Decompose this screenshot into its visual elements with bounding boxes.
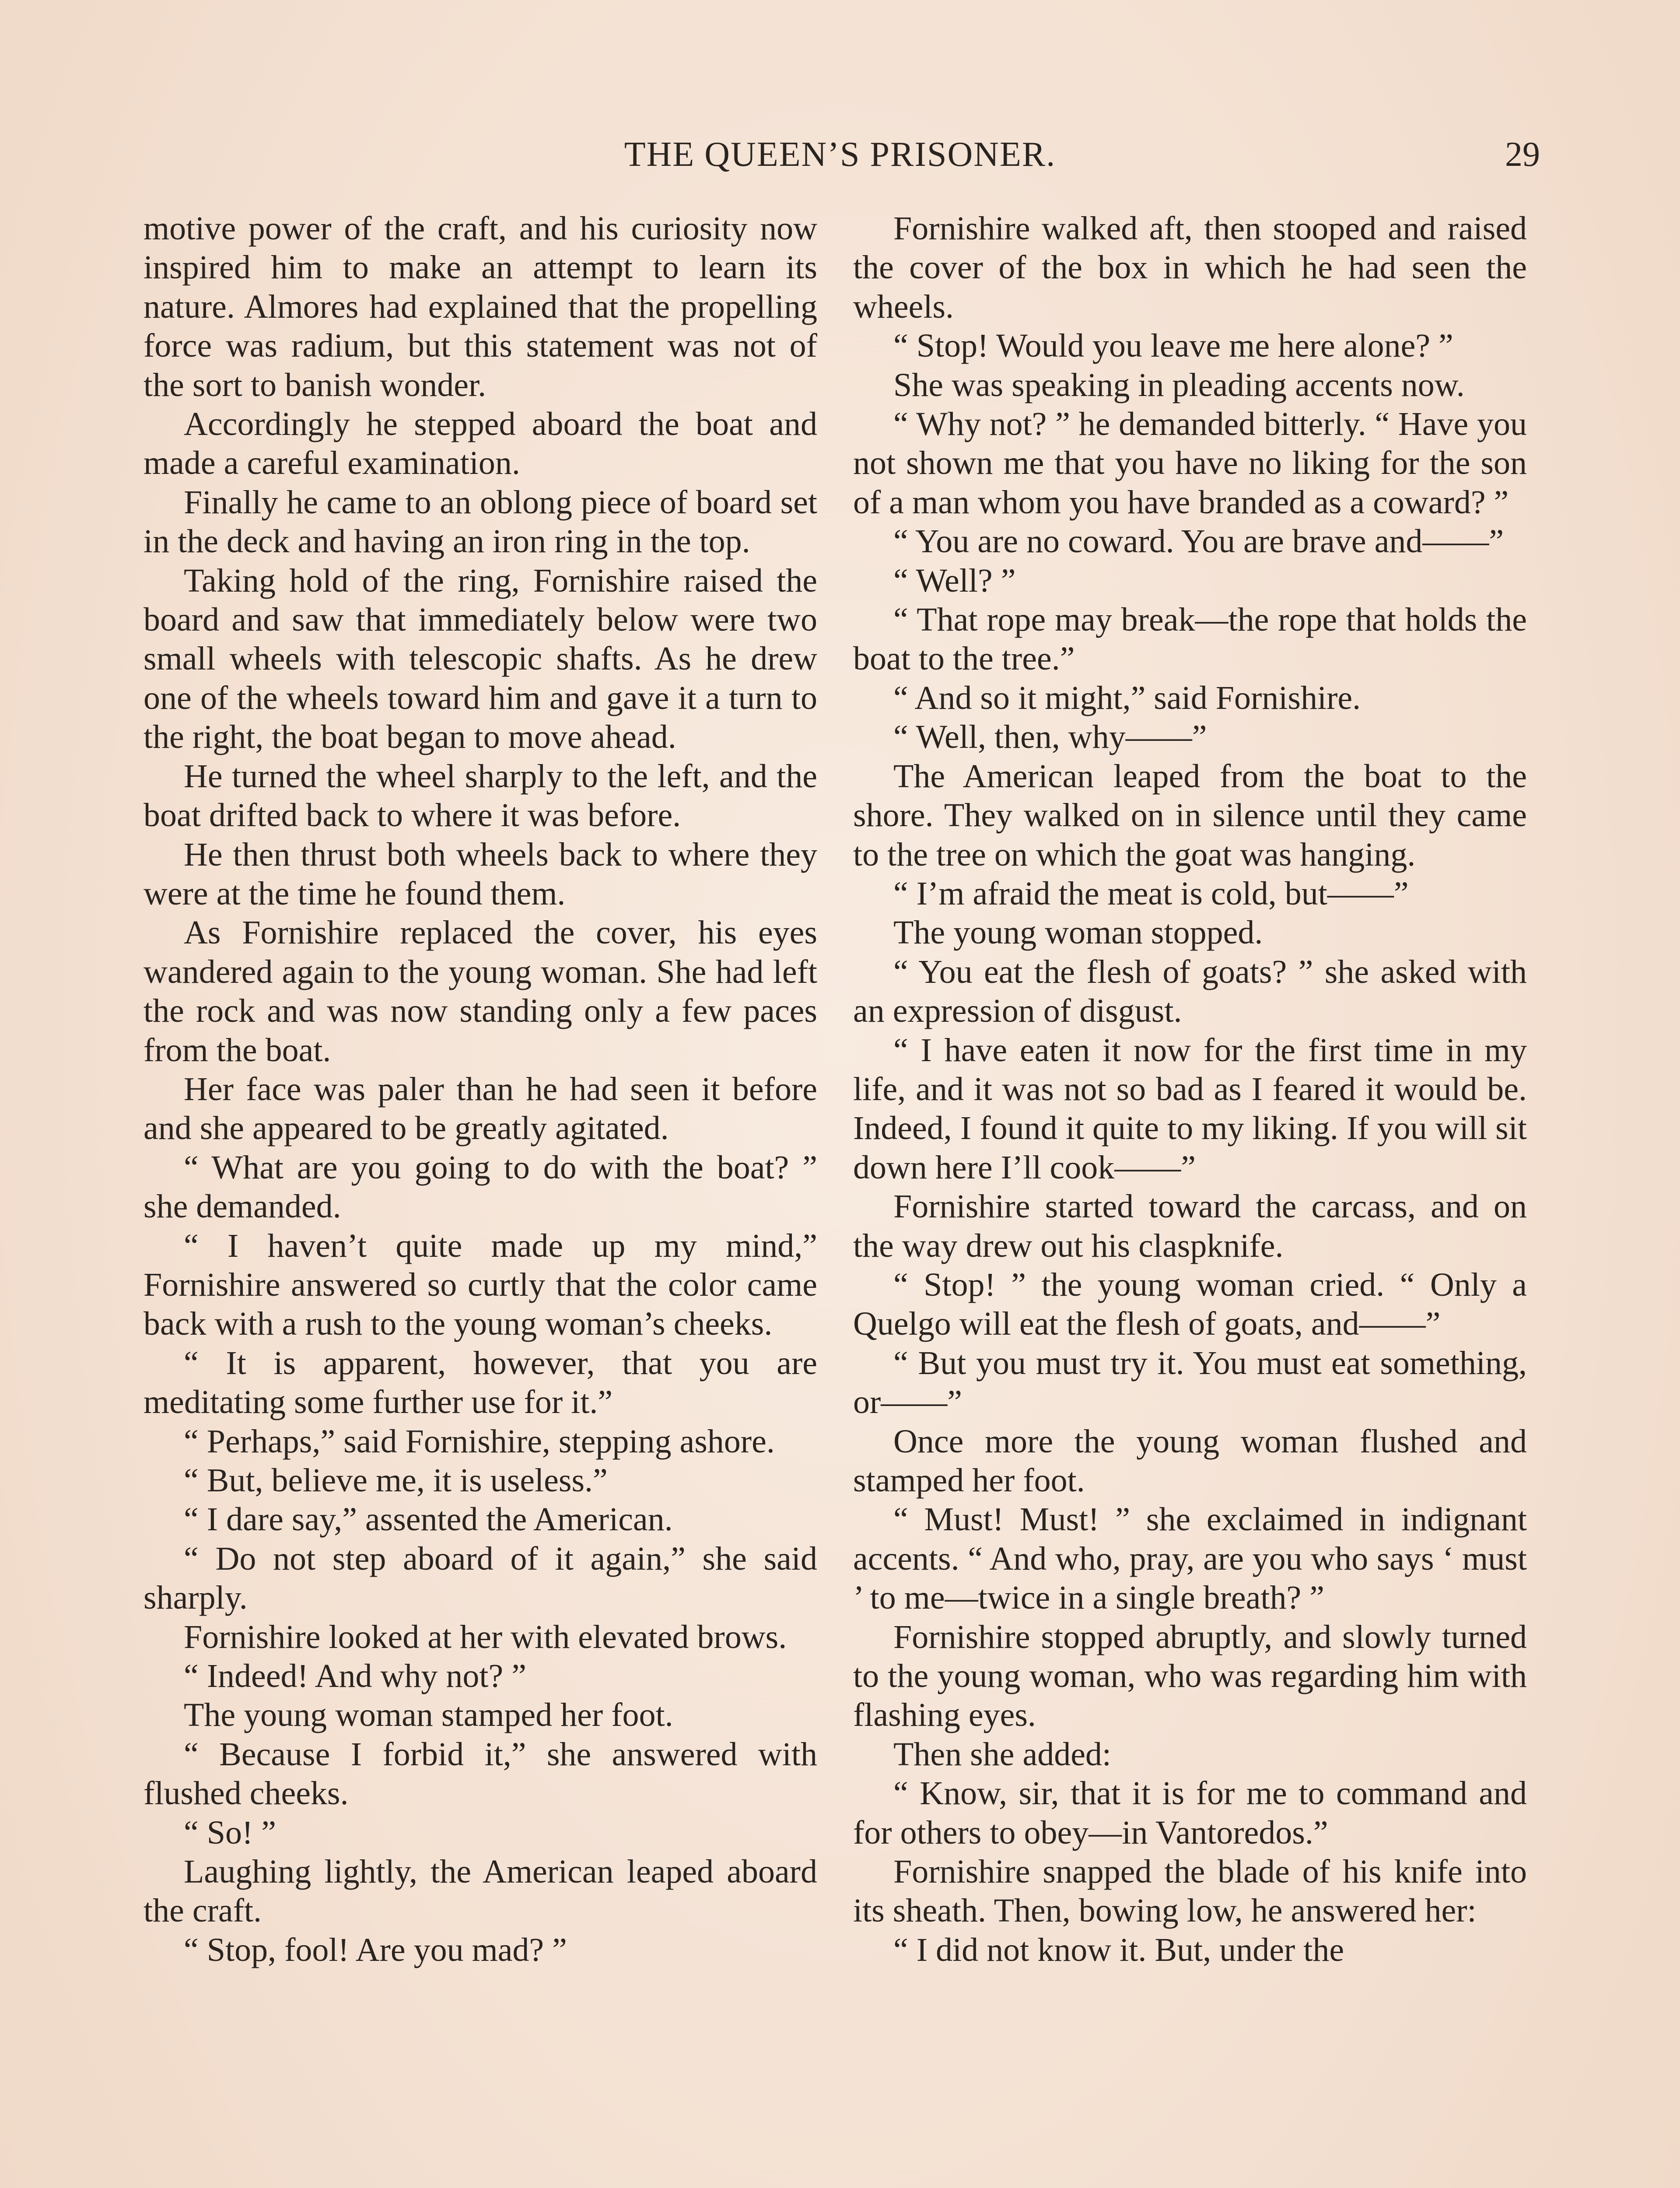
paragraph: “ Indeed! And why not? ”: [184, 1658, 526, 1695]
paragraph: Fornishire started toward the carcass, and on the way drew out his claspknife.: [853, 1188, 1527, 1264]
paragraph: “ Well, then, why——”: [893, 719, 1207, 756]
paragraph: “ Perhaps,” said Fornishire, stepping ashore.: [184, 1423, 775, 1460]
paragraph: “ You eat the flesh of goats? ” she asked with an expression of disgust.: [853, 953, 1527, 1030]
paragraph: “ I’m afraid the meat is cold, but——”: [893, 875, 1409, 912]
left-column: [144, 209, 817, 1970]
paragraph: “ Do not step aboard of it again,” she said sharply.: [144, 1540, 817, 1616]
paragraph: motive power of the craft, and his curiosity now inspired him to make an attempt to learn its nature. Almores had explained that the propelling force was radium, but this statement was not of the sort to banish wonder.: [144, 210, 817, 403]
paragraph: He then thrust both wheels back to where they were at the time he found them.: [144, 836, 817, 912]
paragraph: Accordingly he stepped aboard the boat and made a careful examination.: [144, 406, 817, 482]
paragraph: “ I dare say,” assented the American.: [184, 1501, 673, 1538]
paragraph: “ I have eaten it now for the first time in my life, and it was not so bad as I feared it would be. Indeed, I found it quite to my liking. If you will sit down here I’ll cook——”: [853, 1031, 1527, 1186]
paragraph: The young woman stamped her foot.: [184, 1697, 673, 1734]
paragraph: She was speaking in pleading accents now.: [893, 366, 1465, 403]
paragraph: The young woman stopped.: [893, 914, 1263, 951]
paragraph: “ Stop! Would you leave me here alone? ”: [893, 327, 1453, 365]
paragraph: “ Know, sir, that it is for me to command and for others to obey—in Vantoredos.”: [853, 1775, 1527, 1851]
paragraph: As Fornishire replaced the cover, his eyes wandered again to the young woman. She had left the rock and was now standing only a few paces from the boat.: [144, 914, 817, 1069]
paragraph: Laughing lightly, the American leaped aboard the craft.: [144, 1853, 817, 1929]
paragraph: Her face was paler than he had seen it before and she appeared to be greatly agitated.: [144, 1070, 817, 1147]
paragraph: “ Well? ”: [893, 562, 1016, 599]
paragraph: Fornishire looked at her with elevated brows.: [184, 1618, 787, 1655]
paragraph: The American leaped from the boat to the shore. They walked on in silence until they came to the tree on which the goat was hanging.: [853, 757, 1527, 873]
paragraph: “ But you must try it. You must eat something, or——”: [853, 1344, 1527, 1421]
paragraph: Then she added:: [893, 1736, 1112, 1773]
paragraph: Fornishire snapped the blade of his knife into its sheath. Then, bowing low, he answered her:: [853, 1853, 1527, 1929]
paragraph: “ Stop! ” the young woman cried. “ Only a Quelgo will eat the flesh of goats, and——”: [853, 1266, 1527, 1343]
paragraph: “ It is apparent, however, that you are meditating some further use for it.”: [144, 1344, 817, 1421]
paragraph: “ Must! Must! ” she exclaimed in indignant accents. “ And who, pray, are you who says ‘ must ’ to me—twice in a single breath? ”: [853, 1501, 1527, 1616]
paragraph: “ Stop, fool! Are you mad? ”: [184, 1931, 567, 1968]
page-number: 29: [1505, 135, 1540, 174]
paragraph: Fornishire walked aft, then stooped and raised the cover of the box in which he had seen the wheels.: [853, 210, 1527, 325]
paragraph: Fornishire stopped abruptly, and slowly turned to the young woman, who was regarding him with flashing eyes.: [853, 1618, 1527, 1734]
paragraph: Taking hold of the ring, Fornishire raised the board and saw that immediately below were two small wheels with telescopic shafts. As he drew one of the wheels toward him and gave it a turn to the right, the boat began to move ahead.: [144, 562, 817, 756]
paragraph: “ Because I forbid it,” she answered with flushed cheeks.: [144, 1736, 817, 1812]
paragraph: He turned the wheel sharply to the left, and the boat drifted back to where it was before.: [144, 757, 817, 834]
paragraph: Once more the young woman flushed and stamped her foot.: [853, 1423, 1527, 1499]
paragraph: “ What are you going to do with the boat? ” she demanded.: [144, 1149, 817, 1225]
paragraph: “ You are no coward. You are brave and——”: [893, 523, 1504, 560]
paragraph: “ That rope may break—the rope that holds the boat to the tree.”: [853, 601, 1527, 677]
paragraph: “ I haven’t quite made up my mind,” Fornishire answered so curtly that the color came back with a rush to the young woman’s cheeks.: [144, 1227, 817, 1343]
paragraph: “ Why not? ” he demanded bitterly. “ Have you not shown me that you have no liking for the son of a man whom you have branded as a coward? ”: [853, 406, 1527, 521]
paragraph: “ But, believe me, it is useless.”: [184, 1462, 608, 1499]
paragraph: “ So! ”: [184, 1814, 276, 1851]
page-header: [140, 130, 1540, 179]
paragraph: Finally he came to an oblong piece of board set in the deck and having an iron ring in the top.: [144, 484, 817, 560]
paragraph: “ I did not know it. But, under the: [893, 1931, 1344, 1968]
right-column: [853, 209, 1527, 1970]
running-title: THE QUEEN’S PRISONER.: [624, 135, 1056, 174]
paragraph: “ And so it might,” said Fornishire.: [893, 679, 1361, 716]
